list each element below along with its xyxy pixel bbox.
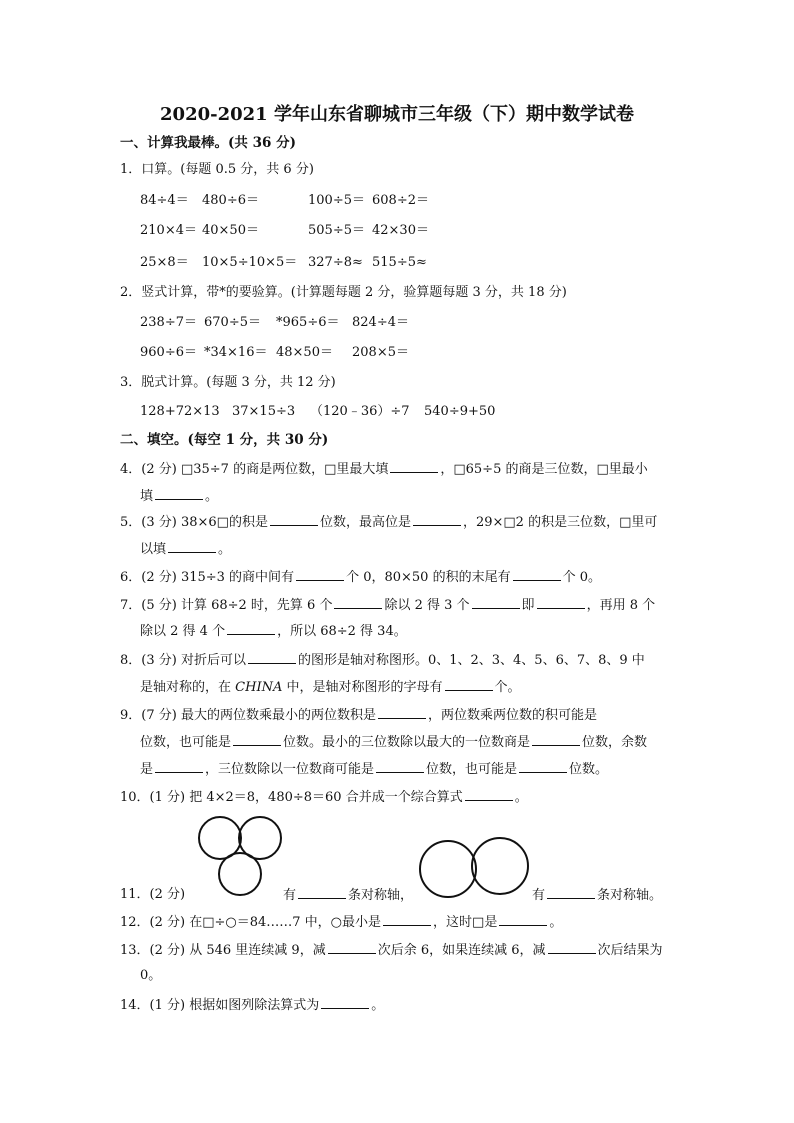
q12-text: ，这时□是 bbox=[433, 915, 498, 930]
q11-part-2 bbox=[532, 886, 662, 905]
q11-text: 有 bbox=[283, 888, 297, 903]
q8-text: 8．(3 分) 对折后可以 bbox=[120, 653, 246, 668]
q9-text: ，三位数除以一位数商可能是 bbox=[205, 762, 375, 777]
q9-text: 位数，也可能是 bbox=[426, 762, 518, 777]
q10-text: 。 bbox=[514, 790, 528, 805]
q5-text: 位数，最高位是 bbox=[319, 515, 411, 530]
q4-text: 。 bbox=[205, 489, 219, 504]
q9-text: ，两位数乘两位数的积可能是 bbox=[427, 708, 597, 723]
q1-item: 608÷2＝ bbox=[372, 193, 429, 208]
q7-text: 除以 2 得 3 个 bbox=[384, 598, 470, 613]
q1-item: 25×8＝ bbox=[140, 255, 189, 270]
q9-text: 位数。最小的三位数除以最大的一位数商是 bbox=[283, 735, 531, 750]
q13-text: 次后结果为 bbox=[597, 943, 663, 958]
q5-text: 5．(3 分) 38×6□的积是 bbox=[120, 515, 268, 530]
q8-text: 的图形是轴对称图形。0、1、2、3、4、5、6、7、8、9 中 bbox=[297, 653, 645, 668]
answer-blank[interactable] bbox=[321, 996, 369, 1009]
section-1-heading: 一、计算我最棒。(共 36 分) bbox=[120, 135, 296, 151]
q8-text: 个。 bbox=[494, 680, 521, 695]
q14-line bbox=[120, 996, 384, 1015]
q3-item: 37×15÷3 bbox=[232, 404, 296, 419]
q1-item: 40×50＝ bbox=[202, 223, 259, 238]
q2-item: 824÷4＝ bbox=[352, 315, 409, 330]
q7-text: 7．(5 分) 计算 68÷2 时，先算 6 个 bbox=[120, 598, 333, 613]
q5-text: 。 bbox=[218, 542, 232, 557]
q6-text: 个 0。 bbox=[562, 570, 601, 585]
q13-line-2: 0。 bbox=[140, 968, 162, 983]
q11-part-1 bbox=[283, 886, 413, 905]
q3-item: （120﹣36）÷7 bbox=[310, 404, 410, 419]
q2-item: 238÷7＝ bbox=[140, 315, 197, 330]
q12-line bbox=[120, 913, 562, 932]
china-word: CHINA bbox=[235, 680, 283, 695]
q2-item: 960÷6＝ bbox=[140, 345, 197, 360]
q1-item: 505÷5＝ bbox=[308, 223, 365, 238]
q1-item: 480÷6＝ bbox=[202, 193, 259, 208]
q11-text: 条对称轴。 bbox=[597, 888, 663, 903]
q11-text: 有 bbox=[532, 888, 546, 903]
answer-blank[interactable] bbox=[548, 941, 596, 954]
q8-text: 中，是轴对称图形的字母有 bbox=[286, 680, 443, 695]
answer-blank[interactable] bbox=[383, 913, 431, 926]
q2-item: 670÷5＝ bbox=[204, 315, 261, 330]
q2-heading: 2．竖式计算，带*的要验算。(计算题每题 2 分，验算题每题 3 分，共 18 分) bbox=[120, 285, 567, 300]
q4-text: ，□65÷5 的商是三位数，□里最小 bbox=[440, 462, 648, 477]
q13-text: 次后余 6，如果连续减 6，减 bbox=[377, 943, 546, 958]
q2-item: *34×16＝ bbox=[204, 345, 268, 360]
q10-text: 10．(1 分) 把 4×2＝8，480÷8＝60 合并成一个综合算式 bbox=[120, 790, 463, 805]
q13-text: 13．(2 分) 从 546 里连续减 9，减 bbox=[120, 943, 326, 958]
q3-heading: 3．脱式计算。(每题 3 分，共 12 分) bbox=[120, 375, 336, 390]
q1-item: 84÷4＝ bbox=[140, 193, 189, 208]
q1-item: 100÷5＝ bbox=[308, 193, 365, 208]
q7-text: ，所以 68÷2 得 34。 bbox=[277, 624, 407, 639]
q9-text: 9．(7 分) 最大的两位数乘最小的两位数积是 bbox=[120, 708, 376, 723]
q6-text: 6．(2 分) 315÷3 的商中间有 bbox=[120, 570, 295, 585]
q5-text: ，29×□2 的积是三位数，□里可 bbox=[462, 515, 658, 530]
q12-text: 。 bbox=[549, 915, 563, 930]
q11-text: 条对称轴， bbox=[348, 888, 414, 903]
q2-item: 208×5＝ bbox=[352, 345, 409, 360]
q1-item: 210×4＝ bbox=[140, 223, 197, 238]
q9-text: 位数，也可能是 bbox=[140, 735, 232, 750]
three-circles-bottom bbox=[219, 853, 261, 895]
q5-text: 以填 bbox=[140, 542, 167, 557]
q9-text: 位数，余数 bbox=[582, 735, 648, 750]
q9-text: 位数。 bbox=[569, 762, 609, 777]
answer-blank[interactable] bbox=[547, 886, 595, 899]
q4-text: 4．(2 分) □35÷7 的商是两位数，□里最大填 bbox=[120, 462, 389, 477]
q13-line-1 bbox=[120, 941, 663, 960]
answer-blank[interactable] bbox=[328, 941, 376, 954]
q8-text: 是轴对称的，在 bbox=[140, 680, 232, 695]
q14-text: 。 bbox=[371, 998, 385, 1013]
q2-item: 48×50＝ bbox=[276, 345, 333, 360]
q3-item: 540÷9+50 bbox=[424, 404, 496, 419]
q1-item: 327÷8≈ bbox=[308, 255, 363, 270]
q2-item: *965÷6＝ bbox=[276, 315, 340, 330]
q7-text: 即 bbox=[521, 598, 535, 613]
q9-text: 是 bbox=[140, 762, 154, 777]
two-circles-left bbox=[420, 841, 476, 897]
answer-blank[interactable] bbox=[499, 913, 547, 926]
answer-blank[interactable] bbox=[298, 886, 346, 899]
q7-text: 除以 2 得 4 个 bbox=[140, 624, 226, 639]
q3-item: 128+72×13 bbox=[140, 404, 220, 419]
q1-heading: 1．口算。(每题 0.5 分，共 6 分) bbox=[120, 162, 314, 177]
q14-text: 14．(1 分) 根据如图列除法算式为 bbox=[120, 998, 320, 1013]
two-circles-right bbox=[472, 838, 528, 894]
q1-item: 515÷5≈ bbox=[372, 255, 427, 270]
section-2-heading: 二、填空。(每空 1 分，共 30 分) bbox=[120, 432, 329, 448]
q7-text: ，再用 8 个 bbox=[586, 598, 656, 613]
q12-text: 12．(2 分) 在□÷○＝84……7 中，○最小是 bbox=[120, 915, 382, 930]
q1-item: 42×30＝ bbox=[372, 223, 429, 238]
q11-label: 11．(2 分) bbox=[120, 887, 186, 902]
page-title: 2020-2021 学年山东省聊城市三年级（下）期中数学试卷 bbox=[160, 104, 634, 125]
q1-item: 10×5÷10×5＝ bbox=[202, 255, 298, 270]
q6-text: 个 0，80×50 的积的末尾有 bbox=[346, 570, 511, 585]
q4-text: 填 bbox=[140, 489, 154, 504]
